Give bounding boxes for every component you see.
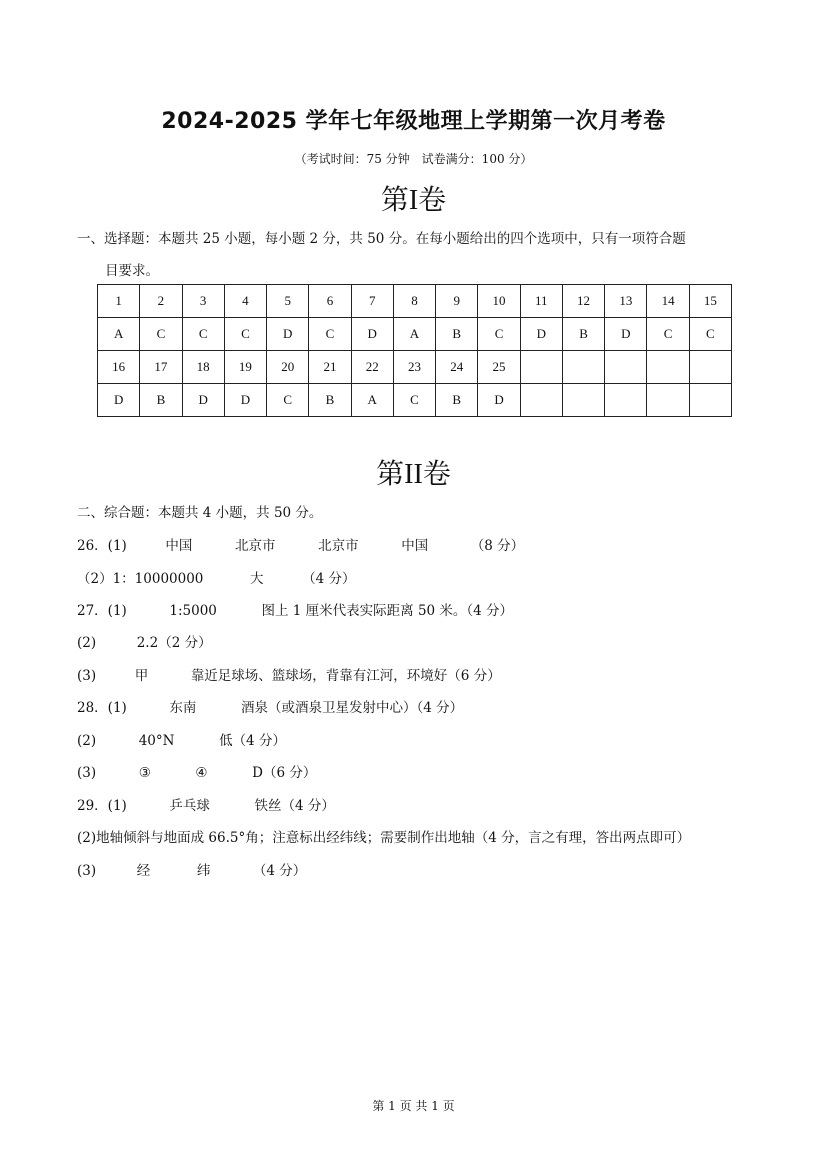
answer-text: 经 [136,863,151,879]
table-cell: C [267,384,309,417]
answer-text: ④ [195,765,208,781]
answer-label: (3) [77,863,97,879]
table-cell: B [140,384,182,417]
table-cell: 23 [393,351,435,384]
table-cell [647,351,689,384]
table-cell: 5 [267,285,309,318]
table-cell [562,384,604,417]
q29-part3 [77,859,306,879]
q26-part1 [77,534,524,554]
answer-label: 27．(1) [77,603,127,619]
table-cell: C [393,384,435,417]
table-cell: 2 [140,285,182,318]
q27-part1 [77,599,513,619]
answer-text: 酒泉（或酒泉卫星发射中心）（4 分） [241,700,464,716]
part1-instruction: 一、选择题：本题共 25 小题，每小题 2 分，共 50 分。在每小题给出的四个选项中，只有一项符合题 [77,231,686,247]
answer-text: 1:5000 [169,603,217,619]
exam-subtitle: （考试时间：75 分钟 试卷满分：100 分） [294,152,533,166]
answer-label: (3) [77,668,97,684]
table-cell: C [309,318,351,351]
table-cell: 1 [98,285,140,318]
answer-text: ③ [138,765,151,781]
table-cell: B [436,318,478,351]
table-cell: 8 [393,285,435,318]
table-cell: D [605,318,647,351]
answer-text: 中国 [165,538,193,554]
q27-part2 [77,631,212,651]
score-text: （4 分） [302,571,356,587]
table-cell: C [647,318,689,351]
table-cell [605,384,647,417]
table-cell: D [351,318,393,351]
answer-label: （2）1：10000000 [77,571,204,587]
table-cell: 9 [436,285,478,318]
table-cell: 14 [647,285,689,318]
table-cell: 3 [182,285,224,318]
answer-text: 靠近足球场、篮球场，背靠有江河，环境好（6 分） [190,668,501,684]
page-number: 第 1 页 共 1 页 [372,1099,455,1113]
answer-text: 甲 [134,668,149,684]
table-cell: C [689,318,731,351]
answer-text: 铁丝（4 分） [254,798,335,814]
table-cell [689,384,731,417]
answer-label: 29．(1) [77,798,127,814]
exam-title: 2024-2025 学年七年级地理上学期第一次月考卷 [161,109,666,134]
table-cell: 20 [267,351,309,384]
score-text: （4 分） [252,863,307,879]
table-row [98,384,732,417]
table-row [98,351,732,384]
q28-part3 [77,761,316,781]
q26-part2 [77,567,355,587]
table-cell: 15 [689,285,731,318]
table-cell: 18 [182,351,224,384]
part2-heading: 第II卷 [376,459,451,490]
table-cell: D [98,384,140,417]
answer-label: (2) [77,733,97,749]
q27-part3 [77,664,501,684]
answer-label: (3) [77,765,97,781]
q28-part1 [77,696,463,716]
part1-heading: 第I卷 [380,185,447,216]
table-cell: 6 [309,285,351,318]
table-cell: 22 [351,351,393,384]
q29-part2: (2)地轴倾斜与地面成 66.5°角；注意标出经纬线；需要制作出地轴（4 分，言之有理，答出两点即可） [77,830,691,846]
table-cell: 7 [351,285,393,318]
answer-text: 40°N [138,733,175,749]
table-cell: 13 [605,285,647,318]
answer-label: 28．(1) [77,700,127,716]
table-cell: 4 [224,285,266,318]
answer-text: 大 [250,571,264,587]
table-cell: C [478,318,520,351]
table-cell: D [520,318,562,351]
table-cell: B [562,318,604,351]
answer-label: 26．(1) [77,538,127,554]
q29-part1 [77,794,335,814]
part1-instruction-cont: 目要求。 [105,263,159,279]
table-cell: 10 [478,285,520,318]
answer-table [97,284,732,417]
table-row [98,285,732,318]
table-cell: D [224,384,266,417]
table-cell: 11 [520,285,562,318]
table-cell: 16 [98,351,140,384]
answer-text: 东南 [169,700,197,716]
table-cell [605,351,647,384]
answer-text: 乒乓球 [169,798,210,814]
table-cell [520,384,562,417]
part2-instruction: 二、综合题：本题共 4 小题，共 50 分。 [77,505,323,521]
table-cell: B [309,384,351,417]
answer-text: 北京市 [318,538,359,554]
table-cell: C [224,318,266,351]
q28-part2 [77,729,286,749]
table-cell [647,384,689,417]
table-cell [520,351,562,384]
answer-label: (2) [77,635,97,651]
table-cell: A [351,384,393,417]
table-cell: 19 [224,351,266,384]
answer-text: 低（4 分） [219,733,286,749]
answer-text: 2.2（2 分） [136,635,212,651]
table-cell: A [98,318,140,351]
table-cell: 24 [436,351,478,384]
table-cell [689,351,731,384]
answer-text: 图上 1 厘米代表实际距离 50 米。（4 分） [261,603,514,619]
table-cell: C [182,318,224,351]
table-row [98,318,732,351]
answer-text: D（6 分） [252,765,317,781]
answer-text: 纬 [196,863,211,879]
table-cell: D [478,384,520,417]
table-cell: 12 [562,285,604,318]
table-cell: 25 [478,351,520,384]
table-cell: 17 [140,351,182,384]
table-cell [562,351,604,384]
score-text: （8 分） [470,538,525,554]
answer-text: 中国 [401,538,429,554]
table-cell: C [140,318,182,351]
table-cell: 21 [309,351,351,384]
answer-text: 北京市 [235,538,276,554]
table-cell: D [182,384,224,417]
table-cell: A [393,318,435,351]
table-cell: D [267,318,309,351]
table-cell: B [436,384,478,417]
